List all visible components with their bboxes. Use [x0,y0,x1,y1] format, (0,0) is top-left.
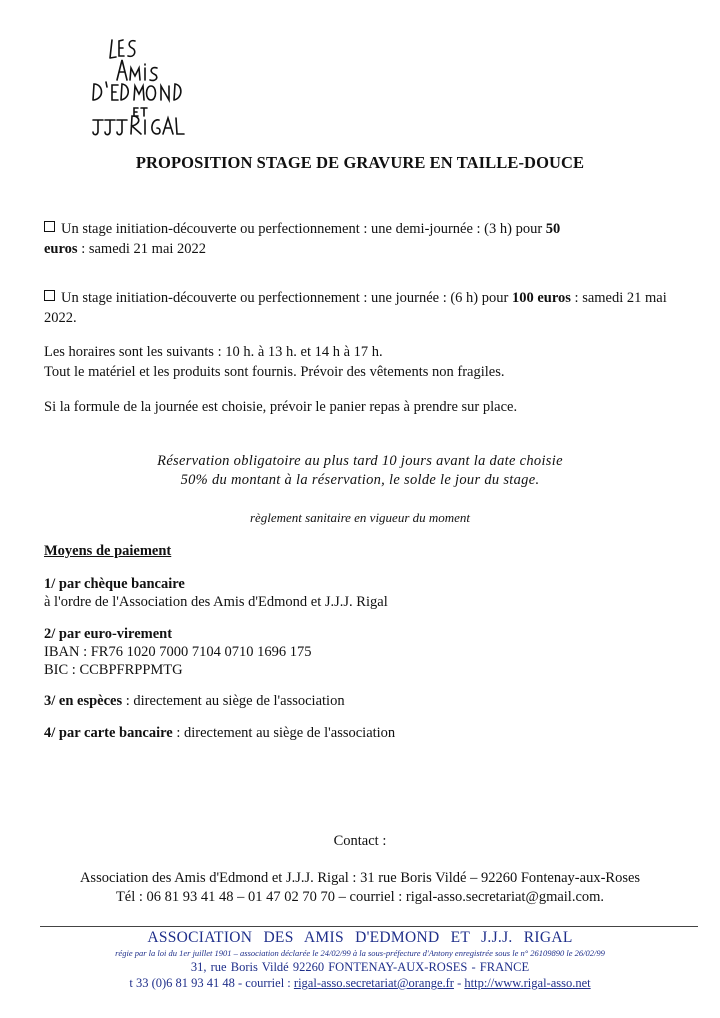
payment-transfer [44,625,684,679]
footer-divider [40,926,698,927]
footer-website-link[interactable]: http://www.rigal-asso.net [464,976,591,990]
option-full-day-date: : samedi 21 mai 2022. [44,290,667,326]
contact-block [0,869,720,907]
footer-separator: - [453,976,465,990]
payment-cheque-detail: à l'ordre de l'Association des Amis d'Edmond et J.J.J. Rigal [44,594,388,610]
footer-phone: t 33 (0)6 81 93 41 48 - courriel : [129,976,294,990]
option-half-day-text: Un stage initiation-découverte ou perfectionnement : une demi-journée : (3 h) pour [61,221,546,237]
contact-label: Contact : [333,833,387,849]
reservation-line-1: Réservation obligatoire au plus tard 10 jours avant la date choisie [157,453,563,469]
hours-block [44,342,684,382]
payment-cheque-label: 1/ par chèque bancaire [44,576,185,592]
payment-heading: Moyens de paiement [44,543,172,559]
payment-bic: BIC : CCBPFRPPMTG [44,662,183,678]
checkbox-full-day[interactable] [44,290,55,301]
option-full-day [44,288,684,328]
option-full-day-text: Un stage initiation-découverte ou perfectionnement : une journée : (6 h) pour [61,290,512,306]
association-logo [85,30,185,140]
sanitary-note: règlement sanitaire en vigueur du moment [249,510,471,525]
payment-card [44,724,684,742]
option-full-day-price: 100 euros [511,290,571,306]
reservation-line-2: 50% du montant à la réservation, le solde le jour du stage. [180,472,540,488]
payment-cheque [44,575,684,611]
footer-contact [0,976,720,991]
option-half-day-currency: euros [44,241,78,257]
payment-cash [44,692,684,710]
document-title: PROPOSITION STAGE DE GRAVURE EN TAILLE-DOUCE [135,153,585,172]
checkbox-half-day[interactable] [44,221,55,232]
materials-line: Tout le matériel et les produits sont fournis. Prévoir des vêtements non fragiles. [44,364,505,380]
footer-address: 31, rue Boris Vildé 92260 FONTENAY-AUX-ROSES - FRANCE [190,960,530,974]
footer-legal: régie par la loi du 1er juillet 1901 – association déclarée le 24/02/99 à la sous-préfecture d'Antony enregistrée sous le n° 26109890 le 26/02/99 [115,948,605,958]
footer-title: ASSOCIATION DES AMIS D'EDMOND ET J.J.J. RIGAL [147,929,573,946]
payment-card-detail: : directement au siège de l'association [172,725,396,741]
payment-iban: IBAN : FR76 1020 7000 7104 0710 1696 175 [44,644,312,660]
lunch-note: Si la formule de la journée est choisie, prévoir le panier repas à prendre sur place. [44,399,518,415]
option-half-day [44,219,684,259]
payment-card-label: 4/ par carte bancaire [44,725,173,741]
payment-transfer-label: 2/ par euro-virement [44,626,173,642]
payment-cash-label: 3/ en espèces [44,693,123,709]
contact-address: Association des Amis d'Edmond et J.J.J. Rigal : 31 rue Boris Vildé – 92260 Fontenay-aux-Roses [79,870,641,886]
footer-email-link[interactable]: rigal-asso.secretariat@orange.fr [293,976,454,990]
contact-phone-email: Tél : 06 81 93 41 48 – 01 47 02 70 70 – courriel : rigal-asso.secretariat@gmail.com. [115,889,605,905]
reservation-note [0,452,720,490]
option-half-day-date: : samedi 21 mai 2022 [77,241,207,257]
option-half-day-price: 50 [545,221,561,237]
payment-cash-detail: : directement au siège de l'association [122,693,345,709]
hours-line: Les horaires sont les suivants : 10 h. à 13 h. et 14 h à 17 h. [44,344,383,360]
